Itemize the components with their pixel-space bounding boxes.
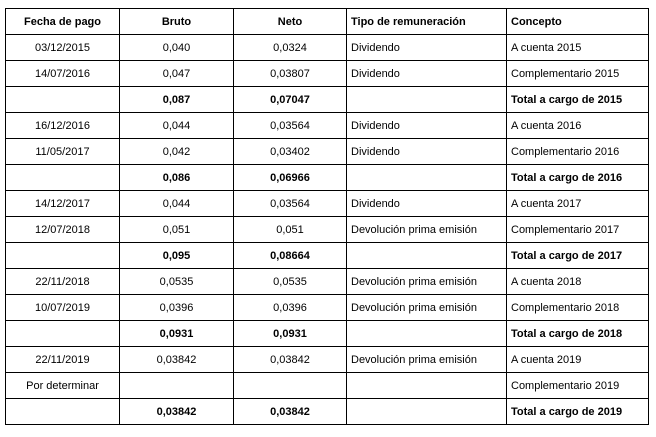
cell-fecha bbox=[6, 87, 120, 113]
total-row bbox=[6, 243, 649, 269]
cell-bruto: 0,03842 bbox=[120, 347, 234, 373]
cell-fecha: 16/12/2016 bbox=[6, 113, 120, 139]
cell-bruto: 0,042 bbox=[120, 139, 234, 165]
total-row bbox=[6, 165, 649, 191]
total-row bbox=[6, 399, 649, 425]
cell-fecha: 14/12/2017 bbox=[6, 191, 120, 217]
cell-concepto: A cuenta 2017 bbox=[507, 191, 649, 217]
cell-concepto: Total a cargo de 2019 bbox=[507, 399, 649, 425]
table-body bbox=[6, 35, 649, 425]
table-row bbox=[6, 295, 649, 321]
cell-neto: 0,03807 bbox=[234, 61, 347, 87]
cell-bruto: 0,051 bbox=[120, 217, 234, 243]
cell-neto: 0,03564 bbox=[234, 191, 347, 217]
table-row bbox=[6, 139, 649, 165]
cell-fecha bbox=[6, 165, 120, 191]
cell-concepto: Complementario 2016 bbox=[507, 139, 649, 165]
cell-tipo bbox=[347, 373, 507, 399]
cell-fecha bbox=[6, 243, 120, 269]
cell-tipo bbox=[347, 243, 507, 269]
cell-concepto: A cuenta 2015 bbox=[507, 35, 649, 61]
cell-neto: 0,0535 bbox=[234, 269, 347, 295]
cell-bruto: 0,095 bbox=[120, 243, 234, 269]
header-concepto: Concepto bbox=[507, 9, 649, 35]
cell-bruto: 0,0535 bbox=[120, 269, 234, 295]
cell-concepto: A cuenta 2016 bbox=[507, 113, 649, 139]
cell-tipo: Dividendo bbox=[347, 35, 507, 61]
cell-neto: 0,06966 bbox=[234, 165, 347, 191]
cell-neto: 0,0396 bbox=[234, 295, 347, 321]
table-row bbox=[6, 269, 649, 295]
table-row bbox=[6, 217, 649, 243]
cell-fecha: 14/07/2016 bbox=[6, 61, 120, 87]
dividend-table bbox=[5, 8, 649, 425]
cell-concepto: Total a cargo de 2016 bbox=[507, 165, 649, 191]
header-row bbox=[6, 9, 649, 35]
cell-concepto: Total a cargo de 2015 bbox=[507, 87, 649, 113]
cell-tipo: Dividendo bbox=[347, 61, 507, 87]
cell-tipo: Devolución prima emisión bbox=[347, 269, 507, 295]
cell-tipo: Devolución prima emisión bbox=[347, 217, 507, 243]
cell-bruto: 0,044 bbox=[120, 113, 234, 139]
cell-concepto: Complementario 2017 bbox=[507, 217, 649, 243]
cell-neto: 0,03842 bbox=[234, 347, 347, 373]
cell-bruto bbox=[120, 373, 234, 399]
cell-bruto: 0,03842 bbox=[120, 399, 234, 425]
cell-neto: 0,07047 bbox=[234, 87, 347, 113]
cell-tipo bbox=[347, 399, 507, 425]
cell-fecha bbox=[6, 321, 120, 347]
cell-tipo bbox=[347, 165, 507, 191]
cell-concepto: Complementario 2015 bbox=[507, 61, 649, 87]
header-fecha: Fecha de pago bbox=[6, 9, 120, 35]
cell-fecha: 11/05/2017 bbox=[6, 139, 120, 165]
table-row bbox=[6, 347, 649, 373]
total-row bbox=[6, 321, 649, 347]
table-row bbox=[6, 35, 649, 61]
header-bruto: Bruto bbox=[120, 9, 234, 35]
cell-neto: 0,0931 bbox=[234, 321, 347, 347]
cell-tipo: Devolución prima emisión bbox=[347, 347, 507, 373]
cell-neto: 0,051 bbox=[234, 217, 347, 243]
cell-bruto: 0,044 bbox=[120, 191, 234, 217]
cell-neto bbox=[234, 373, 347, 399]
cell-tipo bbox=[347, 321, 507, 347]
cell-bruto: 0,047 bbox=[120, 61, 234, 87]
cell-tipo: Dividendo bbox=[347, 191, 507, 217]
header-neto: Neto bbox=[234, 9, 347, 35]
cell-fecha bbox=[6, 399, 120, 425]
cell-neto: 0,0324 bbox=[234, 35, 347, 61]
header-tipo: Tipo de remuneración bbox=[347, 9, 507, 35]
table-row bbox=[6, 61, 649, 87]
cell-neto: 0,03564 bbox=[234, 113, 347, 139]
cell-tipo bbox=[347, 87, 507, 113]
cell-concepto: Complementario 2018 bbox=[507, 295, 649, 321]
cell-neto: 0,03402 bbox=[234, 139, 347, 165]
cell-tipo: Dividendo bbox=[347, 139, 507, 165]
cell-fecha: 12/07/2018 bbox=[6, 217, 120, 243]
cell-neto: 0,03842 bbox=[234, 399, 347, 425]
table-row bbox=[6, 113, 649, 139]
cell-concepto: A cuenta 2018 bbox=[507, 269, 649, 295]
total-row bbox=[6, 87, 649, 113]
cell-fecha: 10/07/2019 bbox=[6, 295, 120, 321]
table-row bbox=[6, 373, 649, 399]
cell-concepto: Total a cargo de 2017 bbox=[507, 243, 649, 269]
cell-neto: 0,08664 bbox=[234, 243, 347, 269]
table-row bbox=[6, 191, 649, 217]
cell-fecha: 22/11/2018 bbox=[6, 269, 120, 295]
table-container bbox=[5, 8, 649, 425]
cell-tipo: Dividendo bbox=[347, 113, 507, 139]
cell-bruto: 0,0396 bbox=[120, 295, 234, 321]
cell-concepto: A cuenta 2019 bbox=[507, 347, 649, 373]
cell-concepto: Complementario 2019 bbox=[507, 373, 649, 399]
cell-fecha: 03/12/2015 bbox=[6, 35, 120, 61]
cell-bruto: 0,0931 bbox=[120, 321, 234, 347]
cell-tipo: Devolución prima emisión bbox=[347, 295, 507, 321]
cell-bruto: 0,086 bbox=[120, 165, 234, 191]
cell-bruto: 0,040 bbox=[120, 35, 234, 61]
cell-fecha: Por determinar bbox=[6, 373, 120, 399]
cell-fecha: 22/11/2019 bbox=[6, 347, 120, 373]
cell-bruto: 0,087 bbox=[120, 87, 234, 113]
cell-concepto: Total a cargo de 2018 bbox=[507, 321, 649, 347]
